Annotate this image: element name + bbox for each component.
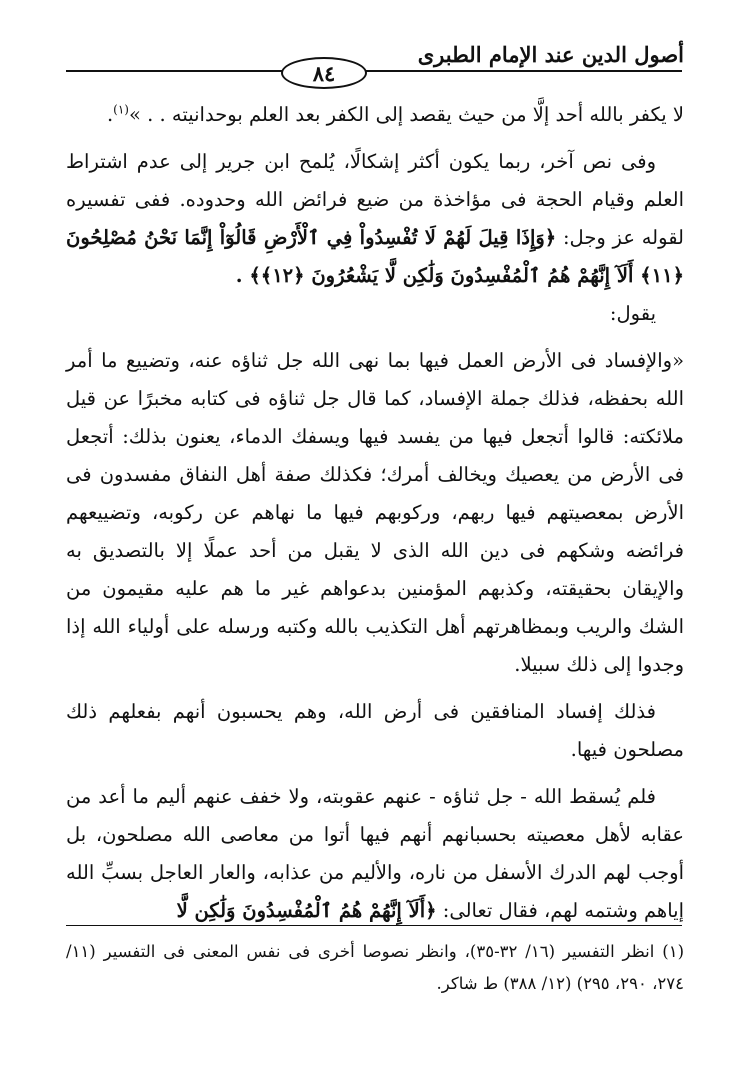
quran-verse: ﴿وَإِذَا قِيلَ لَهُمْ لَا تُفْسِدُواْ فِي ٱلْأَرْضِ قَالُوٓاْ إِنَّمَا نَحْنُ مُصْلِحُونَ ﴿١١﴾ أَلَآ إِنَّهُمْ هُمُ ٱلْمُفْسِدُونَ وَلَٰكِن لَّا يَشْعُرُونَ ﴿١٢﴾﴾ . — [66, 226, 684, 287]
paragraph-5 — [66, 693, 684, 769]
quotation-text: «والإفساد فى الأرض العمل فيها بما نهى الله جل ثناؤه عنه، وتضييع ما أمر الله بحفظه، فذلك جملة الإفساد، كما قال جل ثناؤه فى كتابه مخبرًا عن قيل ملائكته: قالوا أتجعل فيها من يفسد فيها ويسفك الدماء، يعنون بذلك: أتجعل فى الأرض من يعصيك ويخالف أمرك؛ فكذلك صفة أهل النفاق مفسدون فى الأرض بمعصيتهم فيها ربهم، وركوبهم فيها ما نهاهم عن ركوبه، وتضييعهم فرائضه وشكهم فى دين الله الذى لا يقبل من أحد عملًا إلا بالتصديق به والإيقان بحقيقته، وكذبهم المؤمنين بدعواهم غير ما هم عليه مقيمون من الشك والريب وبمظاهرتهم أهل التكذيب بالله وكتبه ورسله على أولياء الله إذا وجدوا إلى ذلك سبيلا. — [66, 349, 684, 676]
paragraph-text: فذلك إفساد المنافقين فى أرض الله، وهم يحسبون أنهم بفعلهم ذلك مصلحون فيها. — [66, 700, 684, 761]
main-text — [66, 96, 684, 930]
quran-verse: ﴿أَلَآ إِنَّهُمْ هُمُ ٱلْمُفْسِدُونَ وَلَٰكِن لَّا — [176, 899, 437, 922]
paragraph-4 — [66, 342, 684, 684]
paragraph-1: لا يكفر بالله أحد إلَّا من حيث يقصد إلى الكفر بعد العلم بوحدانيته . . »$^{(١)}$. — [106, 102, 684, 126]
footnote-1: (١) انظر التفسير (١٦/ ٣٢-٣٥)، وانظر نصوصا أخرى فى نفس المعنى فى التفسير (١١/ ٢٧٤، ٢٩٠، ٢٩٥) (١٢/ ٣٨٨) ط شاكر. — [66, 942, 684, 993]
paragraph-6 — [66, 778, 684, 930]
footnotes — [66, 936, 684, 1000]
paragraph-3 — [66, 295, 684, 333]
page-number: ٨٤ — [312, 60, 336, 86]
paragraph-2 — [66, 143, 684, 295]
paragraph-text: فلم يُسقط الله - جل ثناؤه - عنهم عقوبته، ولا خفف عنهم أليم ما أعد من عقابه لأهل معصيته بحسبانهم أنهم فيها أتوا من معاصى الله مصلحون، بل أوجب لهم الدرك الأسفل من ناره، والأليم من عذابه، والعار العاجل بسبِّ الله إياهم وشتمه لهم، فقال تعالى: — [66, 785, 684, 922]
header-rule — [66, 70, 682, 72]
paragraph-text: يقول: — [609, 302, 656, 325]
footnote-reference: (١) — [113, 102, 129, 117]
running-header-title: أصول الدين عند الإمام الطبرى — [417, 42, 684, 67]
paragraph-text: لا يكفر بالله أحد إلَّا من حيث يقصد إلى الكفر بعد العلم بوحدانيته . . » — [128, 103, 684, 126]
footnote-rule — [66, 925, 682, 926]
paragraph-text: وفى نص آخر، ربما يكون أكثر إشكالًا، يُلمح ابن جرير إلى عدم اشتراط العلم وقيام الحجة فى مؤاخذة من ضيع فرائض الله وحدوده. ففى تفسيره لقوله عز وجل: — [66, 150, 684, 249]
page-number-badge — [281, 57, 367, 89]
